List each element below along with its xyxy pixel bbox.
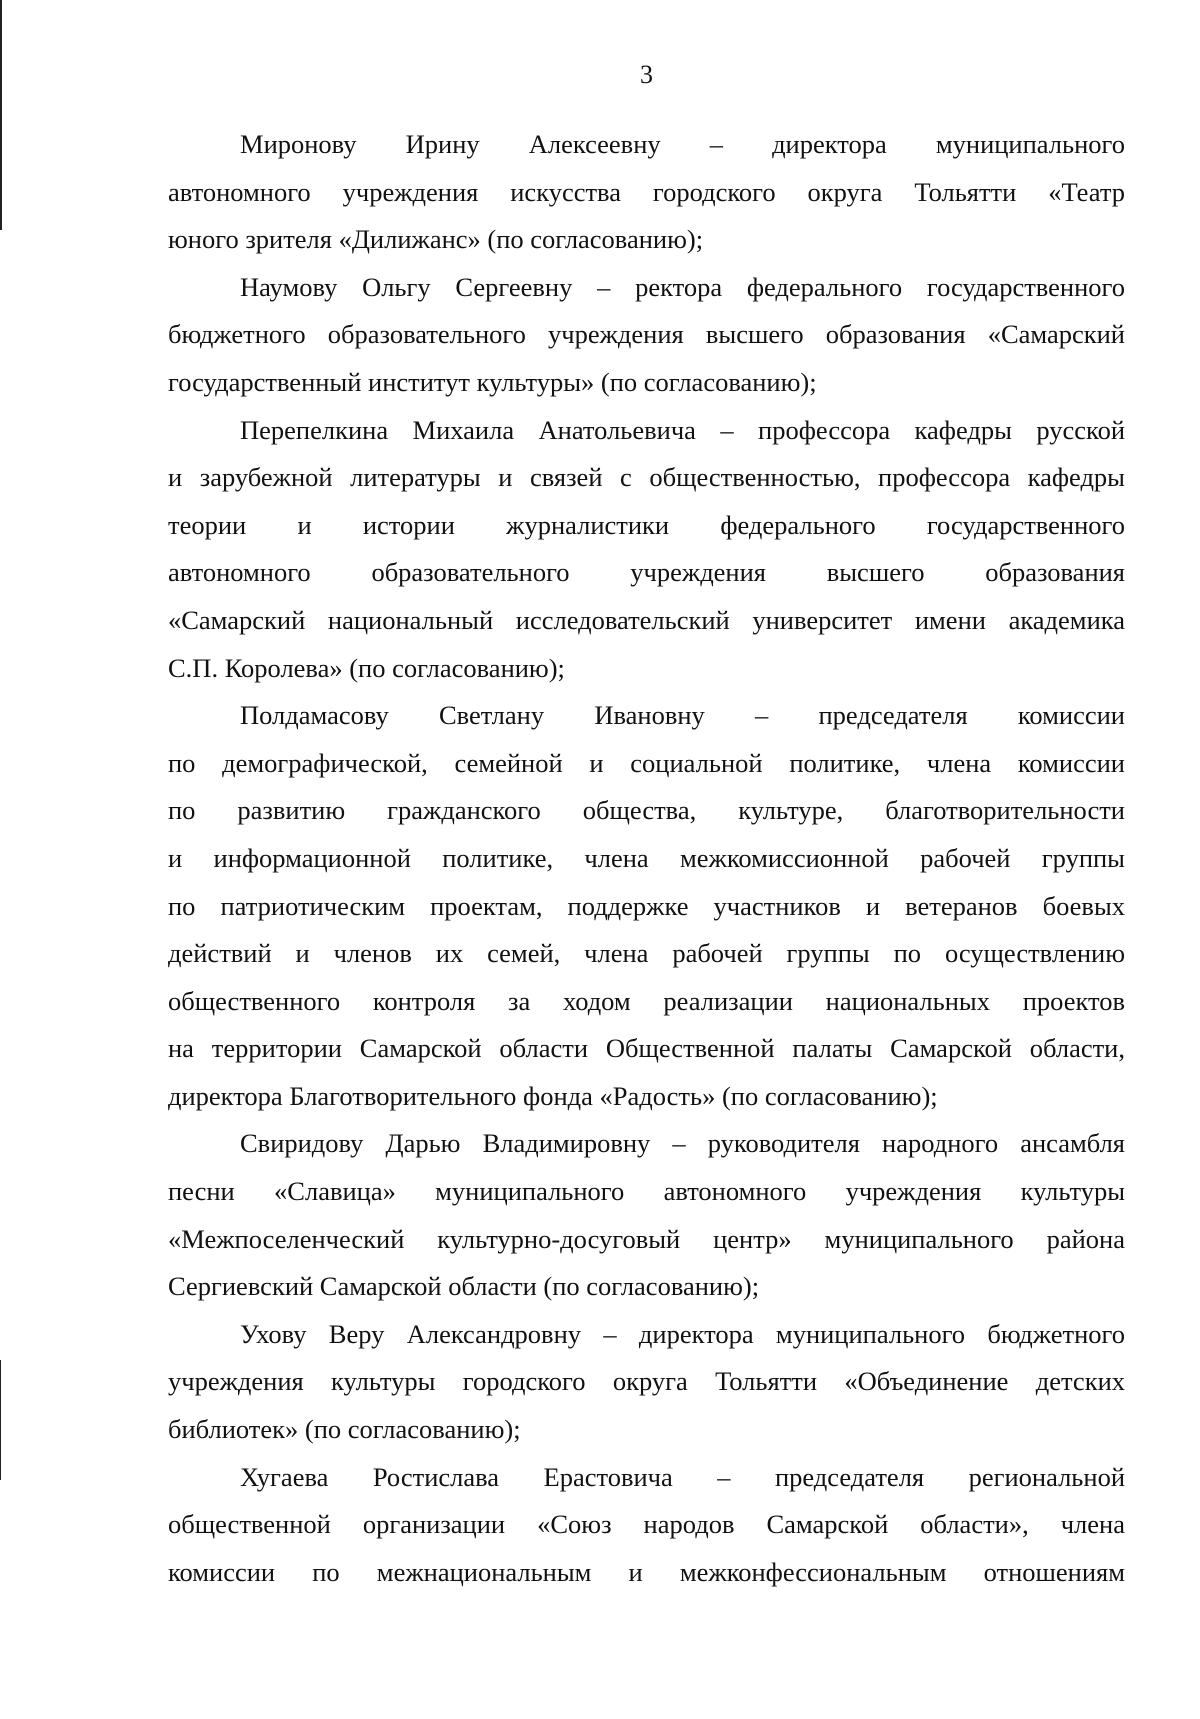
text-line: автономного образовательного учреждения высшего образования [168,557,1125,588]
paragraph [168,1454,1125,1597]
text-line: по демографической, семейной и социальной политике, члена комиссии [168,747,1125,778]
text-line: юного зрителя «Дилижанс» (по согласованию); [168,224,704,255]
text-line: библиотек» (по согласованию); [168,1414,521,1445]
text-line: С.П. Королева» (по согласованию); [168,652,565,683]
page-number: 3 [640,60,653,89]
text-line: Хугаева Ростислава Ерастовича – председателя региональной [240,1461,1125,1492]
text-line: действий и членов их семей, члена рабочей группы по осуществлению [168,938,1125,969]
text-line: «Межпоселенческий культурно-досуговый центр» муниципального района [168,1223,1125,1254]
text-line: учреждения культуры городского округа Тольятти «Объединение детских [168,1366,1125,1397]
text-line: «Самарский национальный исследовательский университет имени академика [168,604,1125,635]
paragraph [168,407,1125,693]
document-body [168,121,1125,1596]
text-line: и зарубежной литературы и связей с общественностью, профессора кафедры [168,462,1125,493]
paragraph [168,121,1125,264]
paragraph [168,1120,1125,1310]
text-line: государственный институт культуры» (по согласованию); [168,366,817,397]
text-line: комиссии по межнациональным и межконфессиональным отношениям [168,1556,1125,1587]
text-line: Наумову Ольгу Сергеевну – ректора федерального государственного [240,271,1125,302]
text-line: Свиридову Дарью Владимировну – руководителя народного ансамбля [240,1128,1125,1159]
text-line: песни «Славица» муниципального автономного учреждения культуры [168,1176,1125,1207]
paragraph [168,264,1125,407]
text-line: автономного учреждения искусства городского округа Тольятти «Театр [168,176,1125,207]
text-line: Миронову Ирину Алексеевну – директора муниципального [240,129,1125,159]
text-line: Сергиевский Самарской области (по согласованию); [168,1271,760,1302]
text-line: общественной организации «Союз народов Самарской области», члена [168,1509,1125,1540]
text-line: по патриотическим проектам, поддержке участников и ветеранов боевых [168,890,1125,921]
scan-edge-mark [0,1360,1,1480]
paragraph [168,1311,1125,1454]
scan-edge-mark [0,0,2,230]
text-line: Перепелкина Михаила Анатольевича – профессора кафедры русской [240,414,1125,445]
text-line: общественного контроля за ходом реализации национальных проектов [168,985,1125,1016]
text-line: Ухову Веру Александровну – директора муниципального бюджетного [240,1318,1125,1349]
text-line: на территории Самарской области Общественной палаты Самарской области, [168,1033,1125,1064]
text-line: теории и истории журналистики федерального государственного [168,509,1125,540]
text-line: бюджетного образовательного учреждения высшего образования «Самарский [168,319,1125,350]
text-line: и информационной политике, члена межкомиссионной рабочей группы [168,842,1125,873]
text-line: директора Благотворительного фонда «Радость» (по согласованию); [168,1080,938,1111]
paragraph [168,692,1125,1120]
text-line: по развитию гражданского общества, культуре, благотворительности [168,795,1125,826]
text-line: Полдамасову Светлану Ивановну – председателя комиссии [240,700,1125,731]
